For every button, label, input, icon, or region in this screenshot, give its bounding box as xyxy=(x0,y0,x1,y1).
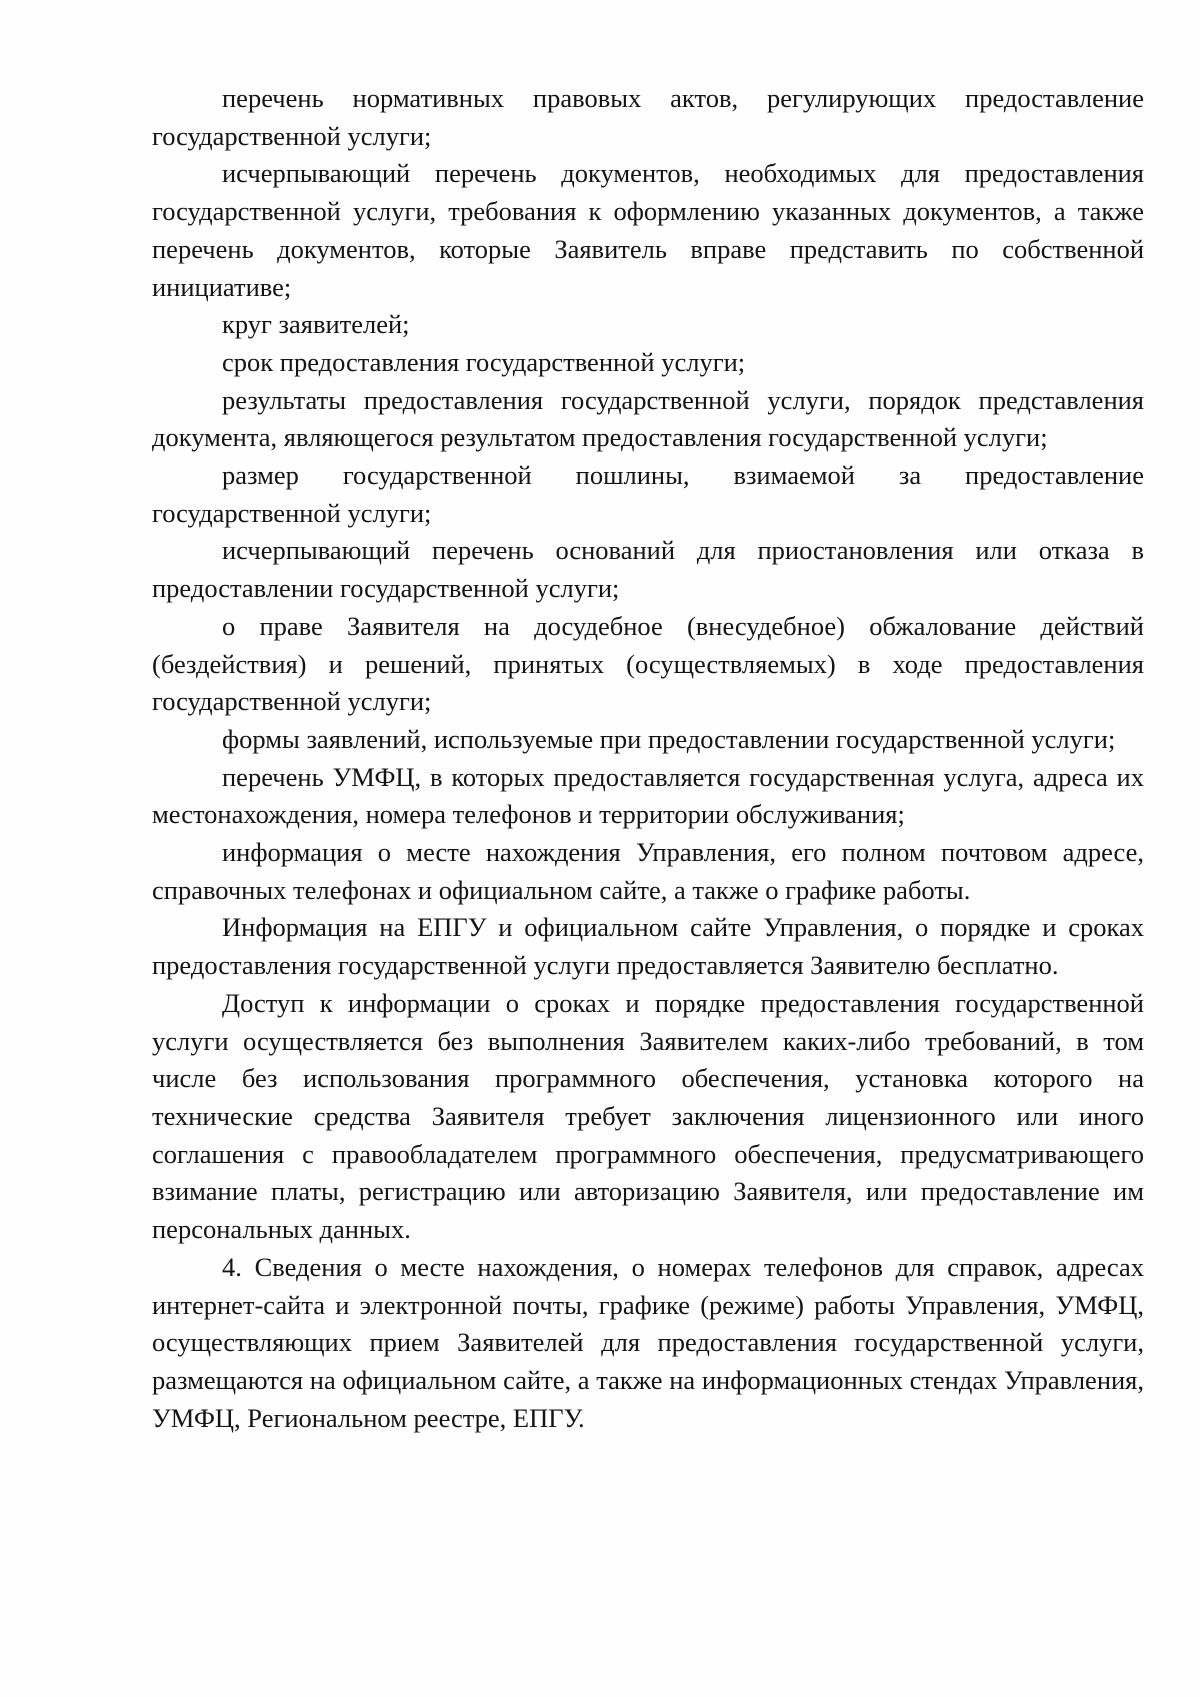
paragraph-service-term: срок предоставления государственной услуги; xyxy=(222,346,746,377)
paragraph-umfc-list: перечень УМФЦ, в которых предоставляется государственная услуга, адреса их местонахождения, номера телефонов и территории обслуживания; xyxy=(152,761,1144,830)
paragraph-appeal-right: о праве Заявителя на досудебное (внесудебное) обжалование действий (бездействия) и решений, принятых (осуществляемых) в ходе предоставления государственной услуги; xyxy=(152,610,1144,717)
paragraph-office-info: информация о месте нахождения Управления, его полном почтовом адресе, справочных телефонах и официальном сайте, а также о графике работы. xyxy=(152,837,1144,905)
document-body xyxy=(152,80,1144,1437)
paragraph-refusal-grounds: исчерпывающий перечень оснований для приостановления или отказа в предоставлении государственной услуги; xyxy=(152,535,1144,604)
paragraph-section-4: 4. Сведения о месте нахождения, о номерах телефонов для справок, адресах интернет-сайта и электронной почты, графике (режиме) работы Управления, УМФЦ, осуществляющих прием Заявителей для предоставления государственной услуги, размещаются на официальном сайте, а также на информационных стендах Управления, УМФЦ, Региональном реестре, ЕПГУ. xyxy=(152,1251,1144,1433)
paragraph-service-results: результаты предоставления государственной услуги, порядок представления документа, являющегося результатом предоставления государственной услуги; xyxy=(152,384,1144,453)
paragraph-free-information: Информация на ЕПГУ и официальном сайте Управления, о порядке и сроках предоставления государственной услуги предоставляется Заявителю бесплатно. xyxy=(152,912,1144,981)
paragraph-state-fee: размер государственной пошлины, взимаемой за предоставление государственной услуги; xyxy=(152,460,1144,528)
paragraph-information-access: Доступ к информации о сроках и порядке предоставления государственной услуги осуществляется без выполнения Заявителем каких-либо требований, в том числе без использования программного обеспечения, установка которого на технические средства Заявителя требует заключения лицензионного или иного соглашения с правообладателем программного обеспечения, предусматривающего взимание платы, регистрацию или авторизацию Заявителя, или предоставление им персональных данных. xyxy=(152,987,1144,1245)
paragraph-legal-acts-list: перечень нормативных правовых актов, регулирующих предоставление государственной услуги; xyxy=(152,83,1144,151)
paragraph-documents-list: исчерпывающий перечень документов, необходимых для предоставления государственной услуги, требования к оформлению указанных документов, а также перечень документов, которые Заявитель вправе представить по собственной инициативе; xyxy=(152,158,1144,302)
paragraph-applicants-circle: круг заявителей; xyxy=(222,309,410,340)
paragraph-application-forms: формы заявлений, используемые при предоставлении государственной услуги; xyxy=(222,723,1116,754)
